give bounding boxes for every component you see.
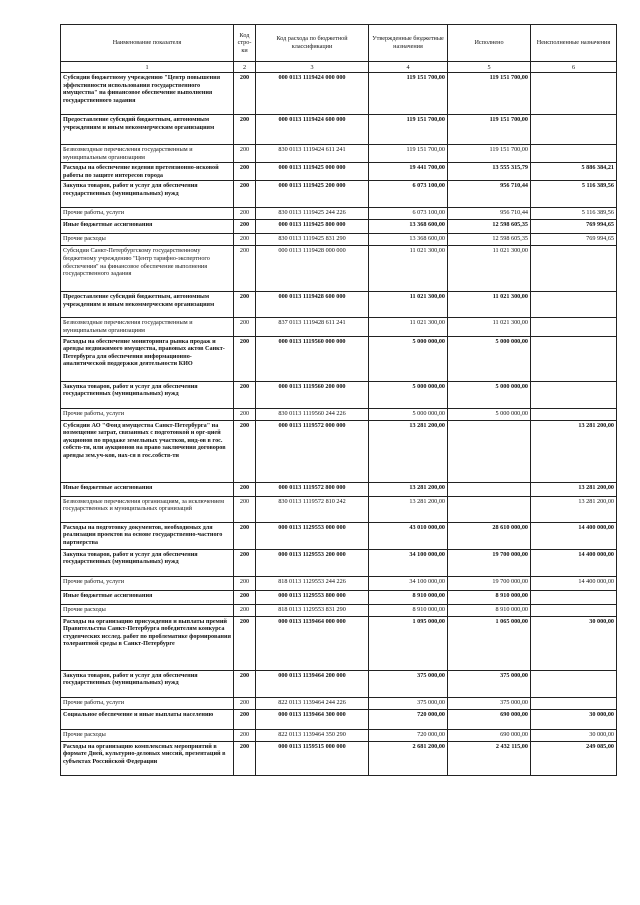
row-unexecuted: 14 400 000,00	[531, 576, 617, 590]
row-unexecuted	[531, 408, 617, 420]
row-line-code: 200	[234, 246, 256, 292]
row-approved: 34 100 000,00	[369, 549, 448, 576]
row-name: Прочие работы, услуги	[61, 697, 234, 709]
row-name: Субсидии АО "Фонд имущества Санкт-Петербурга" на возмещение затрат, связанных с подготовкой и орг-цией аукционов по продаже земельных участков, инд-ов в гос. собств-ти, или аукционов на право заключения договоров аренды зем.уч-ков, нах-ся в гос.собств-ти	[61, 420, 234, 482]
column-number: 5	[448, 62, 531, 73]
column-number: 4	[369, 62, 448, 73]
row-approved: 720 000,00	[369, 709, 448, 729]
row-executed: 1 065 000,00	[448, 616, 531, 670]
row-approved: 6 073 100,00	[369, 208, 448, 220]
row-expense-code: 830 0113 1119425 831 290	[256, 234, 369, 246]
row-line-code: 200	[234, 145, 256, 163]
row-approved: 375 000,00	[369, 697, 448, 709]
table-row	[61, 697, 617, 709]
table-row	[61, 318, 617, 336]
row-approved: 11 021 300,00	[369, 318, 448, 336]
row-executed: 375 000,00	[448, 697, 531, 709]
row-executed: 119 151 700,00	[448, 145, 531, 163]
row-executed: 12 598 605,35	[448, 234, 531, 246]
row-line-code: 200	[234, 381, 256, 408]
row-unexecuted: 30 000,00	[531, 729, 617, 741]
row-expense-code: 822 0113 1139464 350 290	[256, 729, 369, 741]
row-approved: 13 281 200,00	[369, 420, 448, 482]
row-line-code: 200	[234, 604, 256, 616]
table-row	[61, 576, 617, 590]
row-name: Прочие работы, услуги	[61, 576, 234, 590]
row-name: Расходы на обеспечение мониторинга рынка продаж и аренды недвижимого имущества, правовых актов Санкт-Петербурга для обеспечения информационно-аналитической поддержки деятельности КИО	[61, 336, 234, 381]
row-executed	[448, 496, 531, 522]
row-approved: 8 910 000,00	[369, 604, 448, 616]
row-line-code: 200	[234, 420, 256, 482]
table-row	[61, 670, 617, 697]
row-unexecuted: 30 000,00	[531, 616, 617, 670]
row-expense-code: 000 0113 1139464 300 000	[256, 709, 369, 729]
row-expense-code: 000 0113 1139464 200 000	[256, 670, 369, 697]
row-unexecuted: 13 281 200,00	[531, 420, 617, 482]
row-unexecuted	[531, 670, 617, 697]
row-expense-code: 000 0113 1119560 200 000	[256, 381, 369, 408]
row-name: Предоставление субсидий бюджетным, автономным учреждениям и иным некоммерческим организациям	[61, 115, 234, 145]
row-unexecuted: 5 116 389,56	[531, 181, 617, 208]
row-expense-code: 830 0113 1119560 244 226	[256, 408, 369, 420]
row-unexecuted: 769 994,65	[531, 220, 617, 234]
row-line-code: 200	[234, 482, 256, 496]
table-row	[61, 522, 617, 549]
row-expense-code: 000 0113 1119425 200 000	[256, 181, 369, 208]
row-line-code: 200	[234, 576, 256, 590]
row-line-code: 200	[234, 336, 256, 381]
row-name: Безвозмездные перечисления организациям, за исключением государственных и муниципальных организаций	[61, 496, 234, 522]
row-executed: 956 710,44	[448, 208, 531, 220]
row-name: Закупка товаров, работ и услуг для обеспечения государственных (муниципальных) нужд	[61, 381, 234, 408]
row-name: Прочие работы, услуги	[61, 408, 234, 420]
table-body	[61, 73, 617, 776]
table-row	[61, 729, 617, 741]
row-expense-code: 000 0113 1119425 000 000	[256, 163, 369, 181]
row-approved: 119 151 700,00	[369, 115, 448, 145]
row-name: Прочие расходы	[61, 234, 234, 246]
row-name: Предоставление субсидий бюджетным, автономным учреждениям и иным некоммерческим организациям	[61, 292, 234, 318]
row-executed: 19 700 000,00	[448, 549, 531, 576]
row-approved: 2 681 200,00	[369, 741, 448, 775]
row-executed: 12 598 605,35	[448, 220, 531, 234]
row-line-code: 200	[234, 616, 256, 670]
row-expense-code: 000 0113 1129553 000 000	[256, 522, 369, 549]
row-unexecuted	[531, 697, 617, 709]
row-line-code: 200	[234, 234, 256, 246]
row-unexecuted	[531, 145, 617, 163]
row-approved: 11 021 300,00	[369, 246, 448, 292]
row-approved: 34 100 000,00	[369, 576, 448, 590]
header-executed: Исполнено	[448, 25, 531, 62]
row-name: Закупка товаров, работ и услуг для обеспечения государственных (муниципальных) нужд	[61, 670, 234, 697]
row-executed: 11 021 300,00	[448, 318, 531, 336]
row-approved: 8 910 000,00	[369, 590, 448, 604]
row-line-code: 200	[234, 697, 256, 709]
row-executed: 5 000 000,00	[448, 408, 531, 420]
row-name: Закупка товаров, работ и услуг для обеспечения государственных (муниципальных) нужд	[61, 549, 234, 576]
row-approved: 13 281 200,00	[369, 482, 448, 496]
row-line-code: 200	[234, 729, 256, 741]
row-name: Расходы на подготовку документов, необходимых для реализации проектов на основе государственно-частного партнерства	[61, 522, 234, 549]
row-unexecuted	[531, 590, 617, 604]
row-unexecuted: 30 000,00	[531, 709, 617, 729]
row-line-code: 200	[234, 522, 256, 549]
row-executed: 11 021 300,00	[448, 246, 531, 292]
table-row	[61, 336, 617, 381]
row-line-code: 200	[234, 220, 256, 234]
table-row	[61, 145, 617, 163]
row-unexecuted: 14 400 000,00	[531, 549, 617, 576]
header-name: Наименование показателя	[61, 25, 234, 62]
row-line-code: 200	[234, 163, 256, 181]
row-approved: 720 000,00	[369, 729, 448, 741]
row-approved: 13 368 600,00	[369, 234, 448, 246]
row-name: Иные бюджетные ассигнования	[61, 482, 234, 496]
row-expense-code: 818 0113 1129553 244 226	[256, 576, 369, 590]
table-row	[61, 482, 617, 496]
row-approved: 19 441 700,00	[369, 163, 448, 181]
row-approved: 5 000 000,00	[369, 336, 448, 381]
row-executed: 119 151 700,00	[448, 73, 531, 115]
row-unexecuted: 13 281 200,00	[531, 496, 617, 522]
row-executed: 690 000,00	[448, 729, 531, 741]
table-row	[61, 741, 617, 775]
row-name: Иные бюджетные ассигнования	[61, 590, 234, 604]
row-executed: 119 151 700,00	[448, 115, 531, 145]
row-unexecuted	[531, 246, 617, 292]
table-row	[61, 590, 617, 604]
row-approved: 5 000 000,00	[369, 381, 448, 408]
row-executed: 5 000 000,00	[448, 381, 531, 408]
row-line-code: 200	[234, 115, 256, 145]
row-executed: 11 021 300,00	[448, 292, 531, 318]
row-executed: 2 432 115,00	[448, 741, 531, 775]
table-row	[61, 246, 617, 292]
table-row	[61, 234, 617, 246]
row-approved: 11 021 300,00	[369, 292, 448, 318]
row-expense-code: 000 0113 1119560 000 000	[256, 336, 369, 381]
row-approved: 6 073 100,00	[369, 181, 448, 208]
row-expense-code: 000 0113 1119428 000 000	[256, 246, 369, 292]
row-unexecuted	[531, 292, 617, 318]
row-expense-code: 000 0113 1139464 000 000	[256, 616, 369, 670]
row-executed: 13 555 315,79	[448, 163, 531, 181]
header-expense-code: Код расхода по бюджетной классификации	[256, 25, 369, 62]
row-expense-code: 000 0113 1119428 600 000	[256, 292, 369, 318]
row-name: Безвозмездные перечисления государственным и муниципальным организациям	[61, 145, 234, 163]
column-number: 3	[256, 62, 369, 73]
table-row	[61, 181, 617, 208]
column-number: 2	[234, 62, 256, 73]
row-line-code: 200	[234, 709, 256, 729]
row-executed	[448, 482, 531, 496]
row-expense-code: 830 0113 1119424 611 241	[256, 145, 369, 163]
row-line-code: 200	[234, 73, 256, 115]
row-line-code: 200	[234, 741, 256, 775]
header-approved: Утвержденные бюджетные назначения	[369, 25, 448, 62]
row-executed: 8 910 000,00	[448, 590, 531, 604]
row-expense-code: 000 0113 1129553 200 000	[256, 549, 369, 576]
row-expense-code: 000 0113 1119424 000 000	[256, 73, 369, 115]
row-unexecuted: 13 281 200,00	[531, 482, 617, 496]
table-header	[61, 25, 617, 73]
row-executed: 690 000,00	[448, 709, 531, 729]
row-unexecuted	[531, 604, 617, 616]
row-name: Безвозмездные перечисления государственным и муниципальным организациям	[61, 318, 234, 336]
row-line-code: 200	[234, 590, 256, 604]
row-name: Прочие расходы	[61, 729, 234, 741]
row-line-code: 200	[234, 549, 256, 576]
table-row	[61, 408, 617, 420]
row-unexecuted	[531, 318, 617, 336]
row-name: Субсидии Санкт-Петербургскому государственному бюджетному учреждению "Центр тарифно-экспертного обеспечения" на финансовое обеспечение выполнения государственного задания	[61, 246, 234, 292]
table-row	[61, 709, 617, 729]
row-expense-code: 818 0113 1129553 831 290	[256, 604, 369, 616]
row-executed: 19 700 000,00	[448, 576, 531, 590]
row-name: Иные бюджетные ассигнования	[61, 220, 234, 234]
row-unexecuted: 249 085,00	[531, 741, 617, 775]
row-line-code: 200	[234, 318, 256, 336]
row-expense-code: 000 0113 1119425 800 000	[256, 220, 369, 234]
row-approved: 119 151 700,00	[369, 73, 448, 115]
row-name: Расходы на организацию комплексных мероприятий в формате Дней, культурно-деловых миссий, презентаций в субъектах Российской Федерации	[61, 741, 234, 775]
row-unexecuted: 14 400 000,00	[531, 522, 617, 549]
table-row	[61, 496, 617, 522]
column-number: 6	[531, 62, 617, 73]
row-name: Закупка товаров, работ и услуг для обеспечения государственных (муниципальных) нужд	[61, 181, 234, 208]
row-name: Расходы на обеспечение ведения претензионно-исковой работы по защите интересов города	[61, 163, 234, 181]
row-name: Расходы на организацию присуждения и выплаты премий Правительства Санкт-Петербурга победителям конкурса студенческих исслед. работ по проблематике формирования толерантной среды в Санкт-Петербурге	[61, 616, 234, 670]
row-line-code: 200	[234, 496, 256, 522]
table-row	[61, 220, 617, 234]
row-expense-code: 000 0113 1119572 000 000	[256, 420, 369, 482]
row-expense-code: 000 0113 1159515 000 000	[256, 741, 369, 775]
table-row	[61, 616, 617, 670]
row-line-code: 200	[234, 181, 256, 208]
row-unexecuted: 769 994,65	[531, 234, 617, 246]
row-unexecuted	[531, 381, 617, 408]
row-name: Социальное обеспечение и иные выплаты населению	[61, 709, 234, 729]
row-approved: 13 281 200,00	[369, 496, 448, 522]
row-line-code: 200	[234, 292, 256, 318]
row-line-code: 200	[234, 408, 256, 420]
row-expense-code: 000 0113 1119424 600 000	[256, 115, 369, 145]
row-executed: 5 000 000,00	[448, 336, 531, 381]
header-unexecuted: Неисполненные назначения	[531, 25, 617, 62]
row-expense-code: 000 0113 1129553 800 000	[256, 590, 369, 604]
row-unexecuted	[531, 115, 617, 145]
row-executed: 956 710,44	[448, 181, 531, 208]
row-approved: 13 368 600,00	[369, 220, 448, 234]
table-row	[61, 208, 617, 220]
row-line-code: 200	[234, 208, 256, 220]
table-row	[61, 381, 617, 408]
table-row	[61, 115, 617, 145]
row-unexecuted: 5 116 389,56	[531, 208, 617, 220]
budget-execution-table	[60, 24, 617, 776]
row-approved: 119 151 700,00	[369, 145, 448, 163]
row-line-code: 200	[234, 670, 256, 697]
row-executed: 8 910 000,00	[448, 604, 531, 616]
row-expense-code: 837 0113 1119428 611 241	[256, 318, 369, 336]
row-executed: 28 610 000,00	[448, 522, 531, 549]
row-executed	[448, 420, 531, 482]
row-approved: 43 010 000,00	[369, 522, 448, 549]
table-row	[61, 420, 617, 482]
row-approved: 375 000,00	[369, 670, 448, 697]
row-unexecuted: 5 886 384,21	[531, 163, 617, 181]
row-unexecuted	[531, 336, 617, 381]
report-page	[60, 24, 616, 776]
table-row	[61, 163, 617, 181]
table-row	[61, 549, 617, 576]
row-expense-code: 830 0113 1119572 810 242	[256, 496, 369, 522]
row-name: Субсидии бюджетному учреждению "Центр повышения эффективности использования государственного имущества" на финансовое обеспечение выполнения государственного задания	[61, 73, 234, 115]
header-line-code: Код стро-ки	[234, 25, 256, 62]
row-approved: 1 095 000,00	[369, 616, 448, 670]
row-executed: 375 000,00	[448, 670, 531, 697]
row-expense-code: 000 0113 1119572 800 000	[256, 482, 369, 496]
row-expense-code: 830 0113 1119425 244 226	[256, 208, 369, 220]
table-row	[61, 73, 617, 115]
row-expense-code: 822 0113 1139464 244 226	[256, 697, 369, 709]
row-approved: 5 000 000,00	[369, 408, 448, 420]
table-row	[61, 292, 617, 318]
table-row	[61, 604, 617, 616]
row-name: Прочие работы, услуги	[61, 208, 234, 220]
column-number: 1	[61, 62, 234, 73]
row-name: Прочие расходы	[61, 604, 234, 616]
row-unexecuted	[531, 73, 617, 115]
